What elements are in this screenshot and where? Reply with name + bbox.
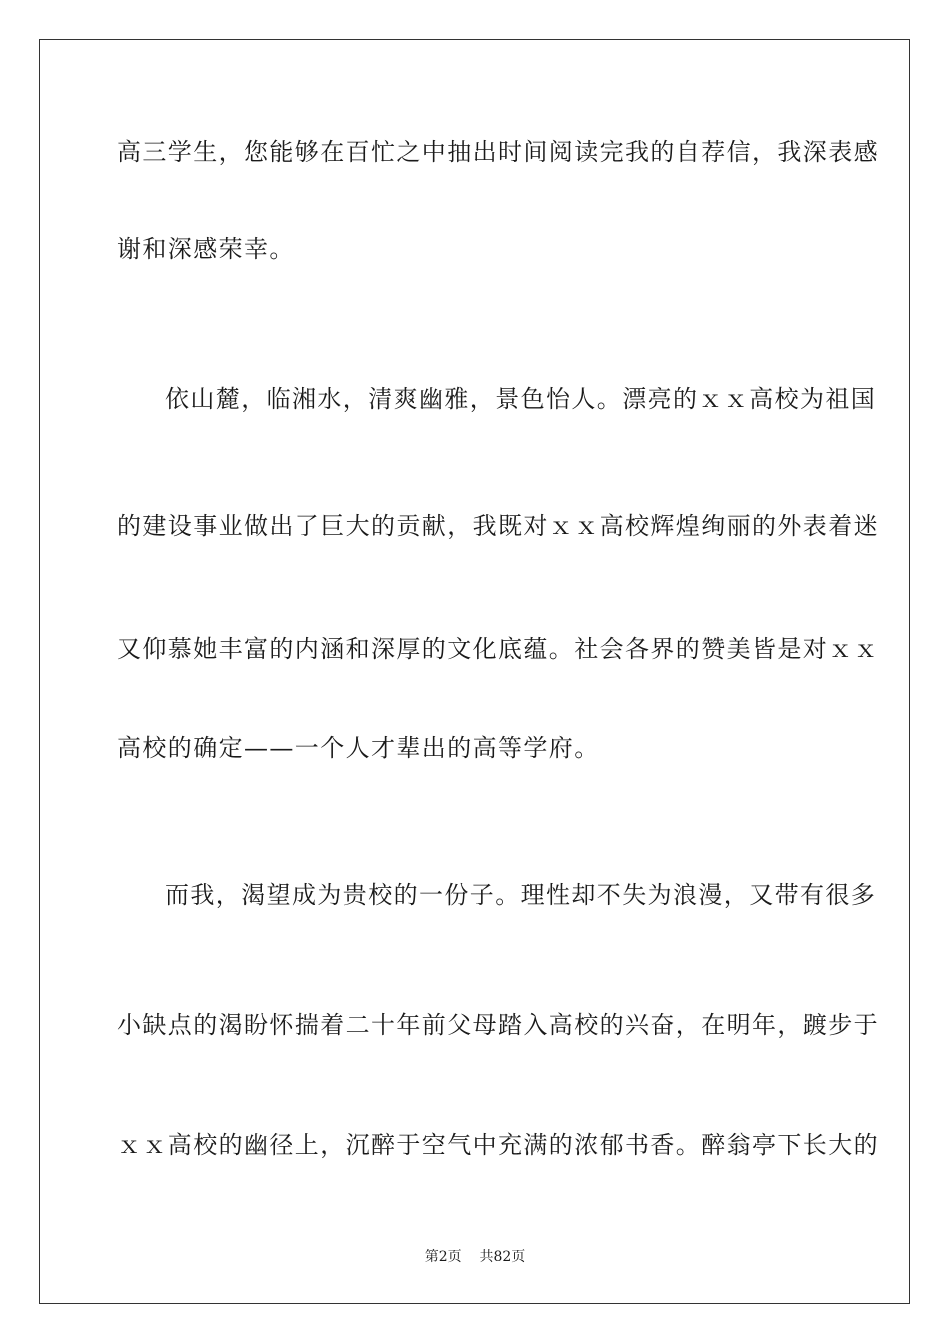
text-line: 高三学生，您能够在百忙之中抽出时间阅读完我的自荐信，我深表感 [117, 138, 879, 166]
text-line: 又仰慕她丰富的内涵和深厚的文化底蕴。社会各界的赞美皆是对ｘｘ [117, 635, 879, 663]
paragraph-start-line: 而我，渴望成为贵校的一份子。理性却不失为浪漫，又带有很多 [165, 881, 877, 909]
page-border [39, 39, 910, 1304]
text-line: 谢和深感荣幸。 [117, 235, 295, 263]
text-line: 高校的确定——一个人才辈出的高等学府。 [117, 734, 600, 762]
text-line: ｘｘ高校的幽径上，沉醉于空气中充满的浓郁书香。醉翁亭下长大的 [117, 1131, 879, 1159]
paragraph-start-line: 依山麓，临湘水，清爽幽雅，景色怡人。漂亮的ｘｘ高校为祖国 [165, 385, 877, 413]
page-number-footer: 第2页 共82页 [424, 1249, 526, 1265]
text-line: 小缺点的渴盼怀揣着二十年前父母踏入高校的兴奋，在明年，踱步于 [117, 1011, 879, 1039]
text-line: 的建设事业做出了巨大的贡献，我既对ｘｘ高校辉煌绚丽的外表着迷 [117, 512, 879, 540]
